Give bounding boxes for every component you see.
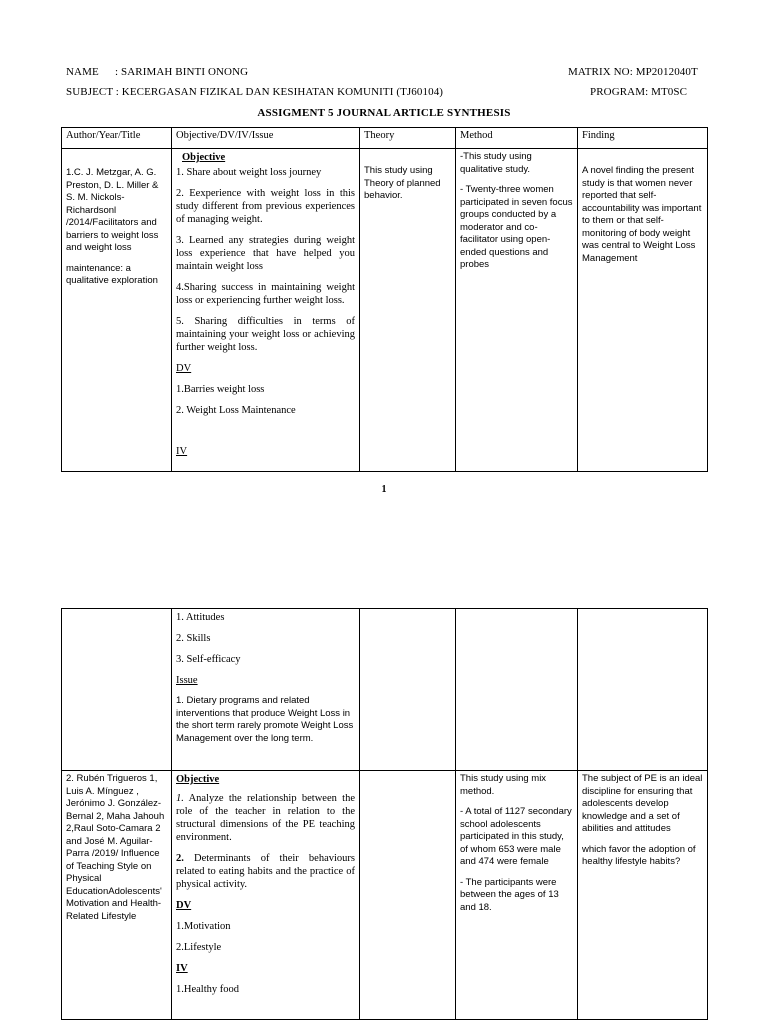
objective-heading: Objective <box>182 152 226 163</box>
iv-item: 1.Healthy food <box>176 984 239 995</box>
objective-cell <box>172 609 360 771</box>
author-text: 1.C. J. Metzgar, A. G. Preston, D. L. Miller & S. M. Nickols-Richardsonl /2014/Facilitators and barriers to weight loss and weight loss <box>66 167 159 253</box>
objective-heading: Objective <box>176 774 220 785</box>
dv-heading: DV <box>176 900 192 911</box>
finding-cell <box>578 609 708 771</box>
page-title: ASSIGMENT 5 JOURNAL ARTICLE SYNTHESIS <box>257 107 511 119</box>
method-item: -This study using qualitative study. <box>460 151 532 175</box>
theory-cell <box>360 771 456 1020</box>
theory-cell <box>360 609 456 771</box>
dv-item: 2.Lifestyle <box>176 942 222 953</box>
iv-heading: IV <box>176 446 188 457</box>
issue-heading: Issue <box>176 675 198 686</box>
column-header: Theory <box>360 128 456 149</box>
objective-cell <box>172 149 360 472</box>
objective-item <box>176 852 355 891</box>
table-row <box>62 149 708 472</box>
method-item: - A total of 1127 secondary school adolescents participated in this study, of whom 653 were male and 474 were female <box>460 806 572 867</box>
dv-heading: DV <box>176 363 192 374</box>
objective-item: 5. Sharing difficulties in terms of maintaining your weight loss or achieving further weight loss. <box>176 316 355 353</box>
author-text: 2. Rubén Trigueros 1, Luis A. Mínguez , Jerónimo J. González-Bernal 2, Maha Jahouh 2,Raul Soto-Camara 2 and José M. Aguilar-Parra /2019/ Influence of Teaching Style on Physical EducationAdolescents' Motivation and Health-Related Lifestyle <box>66 773 165 922</box>
finding-text: The subject of PE is an ideal discipline for ensuring that adolescents develop knowledge and a set of abilities and attitudes <box>582 773 703 834</box>
dv-item: 2. Weight Loss Maintenance <box>176 405 296 416</box>
issue-text: 1. Dietary programs and related interventions that produce Weight Loss in the short term rarely promote Weight Loss Management over the long term. <box>176 695 354 744</box>
name-value: : SARIMAH BINTI ONONG <box>115 66 249 78</box>
iv-item: 3. Self-efficacy <box>176 654 241 665</box>
objective-number: 1. <box>176 793 184 804</box>
method-item: This study using mix method. <box>460 773 547 797</box>
method-cell <box>456 609 578 771</box>
objective-item: 3. Learned any strategies during weight loss experience that have helped you maintain weight loss <box>176 235 355 272</box>
objective-item: 1. Share about weight loss journey <box>176 167 322 178</box>
column-header: Method <box>456 128 578 149</box>
method-cell <box>456 771 578 1020</box>
dv-item: 1.Motivation <box>176 921 231 932</box>
page-number: 1 <box>381 484 387 495</box>
table-row <box>62 771 708 1020</box>
column-header: Objective/DV/IV/Issue <box>172 128 360 149</box>
author-cell <box>62 609 172 771</box>
finding-text-cont: which favor the adoption of healthy lifestyle habits? <box>582 843 696 867</box>
synthesis-table-page1 <box>61 127 708 472</box>
program: PROGRAM: MT0SC <box>590 86 688 98</box>
matrix-number: MATRIX NO: MP2012040T <box>568 66 698 78</box>
objective-item <box>176 792 355 844</box>
method-cell <box>456 149 578 472</box>
iv-item: 2. Skills <box>176 633 211 644</box>
synthesis-table-page2 <box>61 608 708 1020</box>
objective-text: Analyze the relationship between the role of the teacher in relation to the structural dimensions of the PE teaching environment. <box>176 793 355 843</box>
objective-number: 2. <box>176 853 184 864</box>
method-item: - The participants were between the ages of 13 and 18. <box>460 876 559 913</box>
column-header: Finding <box>578 128 708 149</box>
objective-item: 4.Sharing success in maintaining weight loss or experiencing further weight loss. <box>176 282 355 306</box>
subject: SUBJECT : KECERGASAN FIZIKAL DAN KESIHATAN KOMUNITI (TJ60104) <box>66 86 444 98</box>
iv-item: 1. Attitudes <box>176 612 225 623</box>
objective-cell <box>172 771 360 1020</box>
author-cell <box>62 771 172 1020</box>
iv-heading: IV <box>176 963 188 974</box>
author-cell <box>62 149 172 472</box>
table-row <box>62 609 708 771</box>
finding-text: A novel finding the present study is that women never reported that self-accountability was important to them or that self-monitoring of body weight was central to Weight Loss Management <box>582 165 702 264</box>
table-header-row <box>62 128 708 149</box>
objective-text: Determinants of their behaviours related to eating habits and the practice of physical activity. <box>176 853 355 890</box>
name-label: NAME <box>66 66 99 78</box>
finding-cell <box>578 771 708 1020</box>
finding-cell <box>578 149 708 472</box>
theory-cell <box>360 149 456 472</box>
column-header: Author/Year/Title <box>62 128 172 149</box>
objective-item: 2. Eexperience with weight loss in this study different from previous experiences of managing weight. <box>176 188 355 225</box>
author-text-cont: maintenance: a qualitative exploration <box>66 262 158 286</box>
method-item: - Twenty-three women participated in seven focus groups conducted by a moderator and co-facilitator using open-ended questions and probes <box>460 184 573 270</box>
dv-item: 1.Barries weight loss <box>176 384 265 395</box>
theory-text: This study using Theory of planned behavior. <box>364 165 441 201</box>
